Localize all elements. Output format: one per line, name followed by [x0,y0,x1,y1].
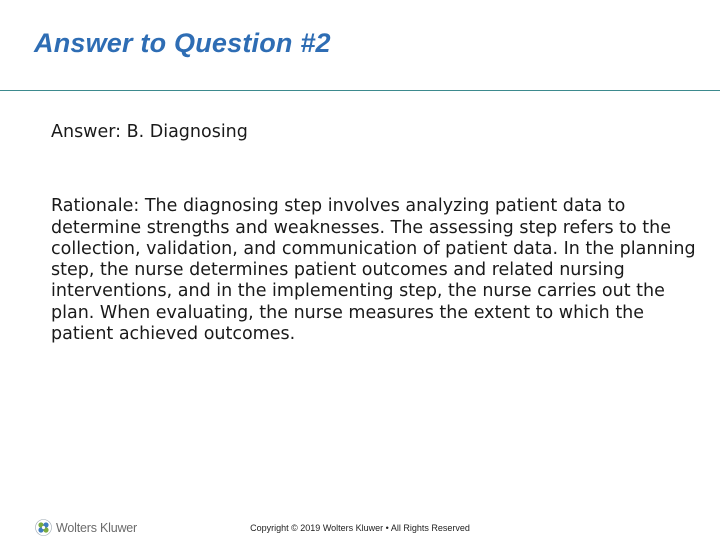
answer-text: Answer: B. Diagnosing [51,122,248,142]
copyright-notice: Copyright © 2019 Wolters Kluwer • All Rights Reserved [250,523,470,533]
logo-wordmark: Wolters Kluwer [56,520,138,535]
slide-title: Answer to Question #2 [34,28,331,58]
rationale-text: Rationale: The diagnosing step involves analyzing patient data to determine strengths and weaknesses. The assessing step refers to the collection, validation, and communication of patient data. In the planning step, the nurse determines patient outcomes and related nursing interventions, and in the implementing step, the nurse carries out the plan. When evaluating, the nurse measures the extent to which the patient achieved outcomes. [51,196,696,345]
slide-footer [0,516,720,540]
title-divider [0,90,720,91]
slide-body [51,122,701,345]
